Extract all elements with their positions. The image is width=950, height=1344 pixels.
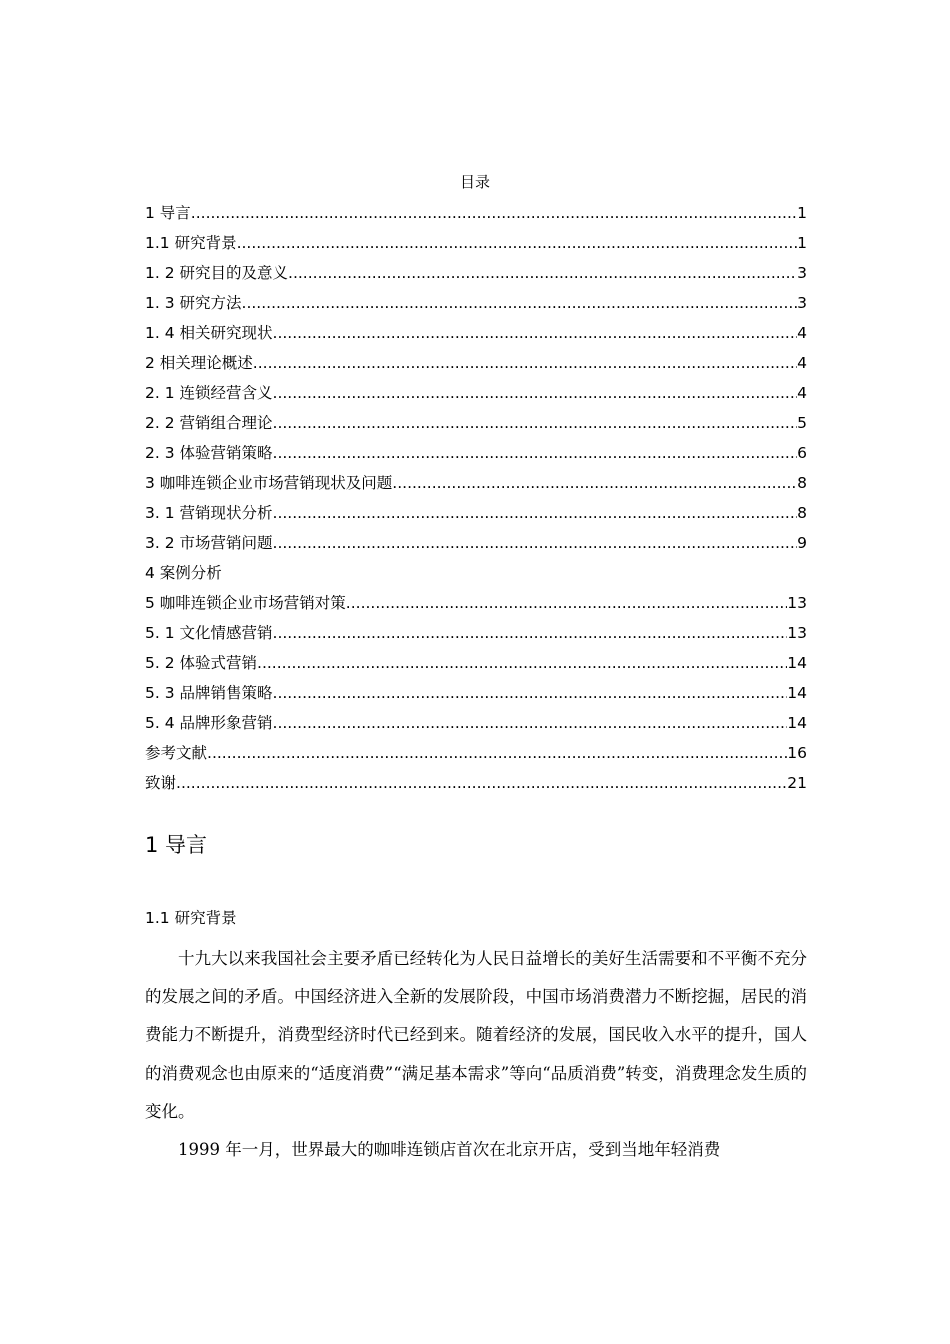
toc-leader-dots xyxy=(253,348,797,378)
toc-entry[interactable] xyxy=(145,558,807,588)
toc-entry-page: 3 xyxy=(797,264,807,282)
toc-entry-label: 2. 3 体验营销策略 xyxy=(145,444,273,462)
table-of-contents xyxy=(145,198,807,798)
toc-entry[interactable] xyxy=(145,498,807,528)
paragraph: 1999 年一月，世界最大的咖啡连锁店首次在北京开店，受到当地年轻消费 xyxy=(178,1140,721,1160)
toc-leader-dots xyxy=(273,408,798,438)
toc-title: 目录 xyxy=(459,173,490,191)
toc-entry-page: 6 xyxy=(797,444,807,462)
toc-leader-dots xyxy=(273,498,798,528)
toc-leader-dots xyxy=(273,678,788,708)
toc-entry-label: 2 相关理论概述 xyxy=(145,354,253,372)
toc-entry[interactable] xyxy=(145,228,807,258)
toc-entry-page: 1 xyxy=(797,234,807,252)
toc-entry[interactable] xyxy=(145,588,807,618)
toc-entry-page: 13 xyxy=(787,594,807,612)
toc-entry-label: 1. 2 研究目的及意义 xyxy=(145,264,289,282)
toc-entry[interactable] xyxy=(145,678,807,708)
toc-entry[interactable] xyxy=(145,528,807,558)
toc-entry-page: 14 xyxy=(787,654,807,672)
toc-entry[interactable] xyxy=(145,318,807,348)
toc-entry-label: 3 咖啡连锁企业市场营销现状及问题 xyxy=(145,474,393,492)
toc-entry-label: 5 咖啡连锁企业市场营销对策 xyxy=(145,594,346,612)
toc-entry-page: 21 xyxy=(787,774,807,792)
paragraph: 十九大以来我国社会主要矛盾已经转化为人民日益增长的美好生活需要和不平衡不充分的发展之间的矛盾。中国经济进入全新的发展阶段，中国市场消费潜力不断挖掘，居民的消费能力不断提升，消费型经济时代已经到来。随着经济的发展，国民收入水平的提升，国人的消费观念也由原来的“适度消费”“满足基本需求”等向“品质消费”转变，消费理念发生质的变化。 xyxy=(145,949,807,1121)
toc-entry-label: 1 导言 xyxy=(145,204,191,222)
toc-leader-dots xyxy=(237,228,798,258)
toc-leader-dots xyxy=(392,468,797,498)
toc-entry[interactable] xyxy=(145,648,807,678)
toc-entry-page: 5 xyxy=(797,414,807,432)
subsection-heading: 1.1 研究背景 xyxy=(145,909,237,927)
toc-entry-label: 2. 1 连锁经营含义 xyxy=(145,384,273,402)
toc-leader-dots xyxy=(176,768,787,798)
toc-entry[interactable] xyxy=(145,348,807,378)
toc-entry[interactable] xyxy=(145,378,807,408)
toc-entry-label: 5. 3 品牌销售策略 xyxy=(145,684,273,702)
toc-entry-page: 16 xyxy=(787,744,807,762)
toc-leader-dots xyxy=(273,618,788,648)
toc-entry[interactable] xyxy=(145,408,807,438)
toc-entry[interactable] xyxy=(145,288,807,318)
toc-leader-dots xyxy=(191,198,797,228)
toc-entry-label: 5. 1 文化情感营销 xyxy=(145,624,273,642)
toc-entry[interactable] xyxy=(145,468,807,498)
toc-entry-label: 5. 2 体验式营销 xyxy=(145,654,258,672)
toc-entry-label: 4 案例分析 xyxy=(145,564,222,582)
toc-entry-label: 1. 4 相关研究现状 xyxy=(145,324,273,342)
toc-entry-label: 2. 2 营销组合理论 xyxy=(145,414,273,432)
toc-entry[interactable] xyxy=(145,618,807,648)
toc-entry-page: 8 xyxy=(797,474,807,492)
toc-entry[interactable] xyxy=(145,738,807,768)
toc-entry[interactable] xyxy=(145,198,807,228)
toc-leader-dots xyxy=(207,738,787,768)
toc-leader-dots xyxy=(273,528,798,558)
toc-entry-page: 4 xyxy=(797,384,807,402)
toc-entry-page: 13 xyxy=(787,624,807,642)
toc-leader-dots xyxy=(273,318,798,348)
toc-entry-page: 1 xyxy=(797,204,807,222)
toc-entry-page: 8 xyxy=(797,504,807,522)
toc-entry-label: 3. 1 营销现状分析 xyxy=(145,504,273,522)
toc-entry-label: 5. 4 品牌形象营销 xyxy=(145,714,273,732)
toc-entry-label: 3. 2 市场营销问题 xyxy=(145,534,273,552)
toc-entry[interactable] xyxy=(145,258,807,288)
toc-leader-dots xyxy=(273,438,798,468)
toc-entry-label: 致谢 xyxy=(145,774,177,792)
toc-entry[interactable] xyxy=(145,438,807,468)
toc-entry-label: 1.1 研究背景 xyxy=(145,234,237,252)
toc-entry[interactable] xyxy=(145,768,807,798)
toc-entry-label: 参考文献 xyxy=(145,744,208,762)
section-heading: 1 导言 xyxy=(145,833,208,857)
toc-entry-page: 9 xyxy=(797,534,807,552)
body-text xyxy=(145,940,807,1169)
toc-entry-page: 14 xyxy=(787,684,807,702)
toc-entry-page: 4 xyxy=(797,354,807,372)
toc-leader-dots xyxy=(273,708,788,738)
toc-leader-dots xyxy=(257,648,787,678)
toc-entry-page: 4 xyxy=(797,324,807,342)
toc-entry-page: 3 xyxy=(797,294,807,312)
toc-entry-label: 1. 3 研究方法 xyxy=(145,294,242,312)
toc-leader-dots xyxy=(242,288,798,318)
toc-entry-page: 14 xyxy=(787,714,807,732)
toc-leader-dots xyxy=(346,588,787,618)
toc-entry[interactable] xyxy=(145,708,807,738)
toc-leader-dots xyxy=(288,258,797,288)
toc-leader-dots xyxy=(273,378,798,408)
